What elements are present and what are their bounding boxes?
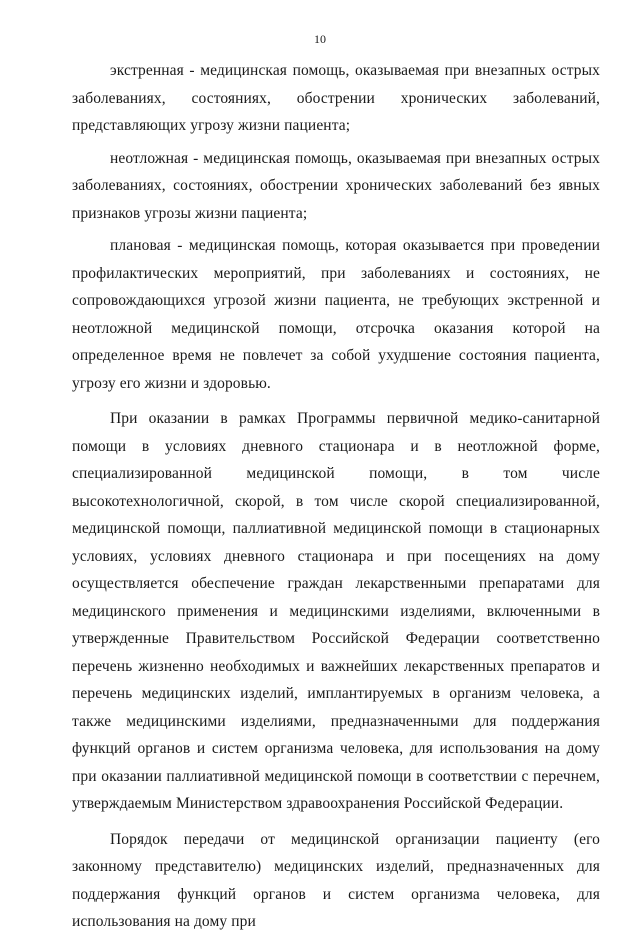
page-number: 10 xyxy=(314,32,326,46)
paragraph-provision-of-medicines: При оказании в рамках Программы первичной медико-санитарной помощи в условиях дневного стационара и в неотложной форме, специализированной медицинской помощи, в том числе высокотехнологичной, скорой, в том числе скорой специализированной, медицинской помощи, паллиативной медицинской помощи в стационарных условиях, условиях дневного стационара и при посещениях на дому осуществляется обеспечение граждан лекарственными препаратами для медицинского применения и медицинскими изделиями, включенными в утвержденные Правительством Российской Федерации соответственно перечень жизненно необходимых и важнейших лекарственных препаратов и перечень медицинских изделий, имплантируемых в организм человека, а также медицинскими изделиями, предназначенными для поддержания функций органов и систем организма человека, для использования на дому при оказании паллиативной медицинской помощи в соответствии с перечнем, утверждаемым Министерством здравоохранения Российской Федерации. xyxy=(72,410,600,812)
paragraph-planned-care: плановая - медицинская помощь, которая оказывается при проведении профилактических мероприятий, при заболеваниях и состояниях, не сопровождающихся угрозой жизни пациента, не требующих экстренной и неотложной медицинской помощи, отсрочка оказания которой на определенное время не повлечет за собой ухудшение состояния пациента, угрозу его жизни и здоровью. xyxy=(72,237,600,392)
paragraph-transfer-procedure: Порядок передачи от медицинской организации пациенту (его законному представителю) медицинских изделий, предназначенных для поддержания функций органов и систем организма человека, для использования на дому при xyxy=(72,830,600,930)
document-body xyxy=(72,57,600,936)
paragraph-urgent-care: неотложная - медицинская помощь, оказываемая при внезапных острых заболеваниях, состояниях, обострении хронических заболеваний без явных признаков угрозы жизни пациента; xyxy=(72,149,600,222)
paragraph-emergency-care: экстренная - медицинская помощь, оказываемая при внезапных острых заболеваниях, состояниях, обострении хронических заболеваний, представляющих угрозу жизни пациента; xyxy=(72,62,600,134)
